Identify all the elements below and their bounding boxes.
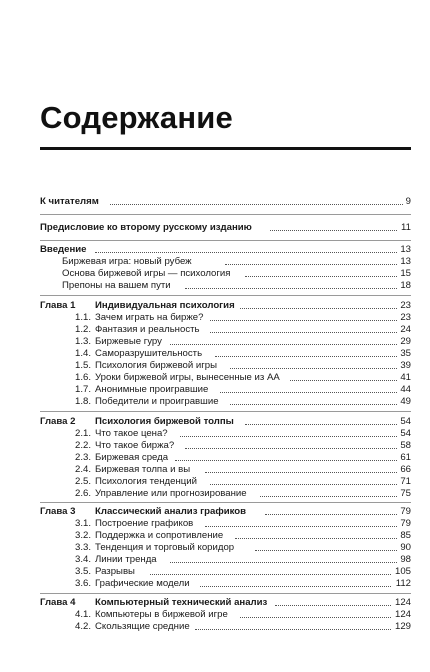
dot-leader (195, 629, 391, 630)
section-title: Биржевые гуру (95, 336, 162, 347)
section-number: 3.3. (75, 542, 92, 553)
section-title: Психология тенденций (95, 476, 197, 487)
section-number: 2.5. (75, 476, 92, 487)
chapter-title: Компьютерный технический анализ (95, 597, 268, 608)
toc-subentry[interactable] (40, 312, 411, 324)
section-title: Зачем играть на бирже? (95, 312, 204, 323)
section-page: 24 (400, 324, 411, 335)
dot-leader (205, 472, 397, 473)
chapter-label: Глава 4 (40, 597, 76, 608)
section-page: 39 (400, 360, 411, 371)
toc-subentry[interactable] (40, 440, 411, 452)
section-number: 3.6. (75, 578, 92, 589)
section-number: 1.8. (75, 396, 92, 407)
toc-subentry[interactable] (40, 384, 411, 396)
divider (40, 502, 411, 503)
section-page: 58 (400, 440, 411, 451)
section-page: 79 (400, 518, 411, 529)
chapter-heading[interactable] (40, 300, 411, 312)
toc-subentry-title: Препоны на вашем пути (62, 280, 171, 291)
dot-leader (225, 264, 397, 265)
section-page: 90 (400, 542, 411, 553)
toc-subentry[interactable] (40, 360, 411, 372)
toc-entry-page: 9 (405, 196, 411, 207)
dot-leader (210, 484, 397, 485)
dot-leader (110, 204, 403, 205)
chapter-heading[interactable] (40, 597, 411, 609)
toc-subentry[interactable] (40, 464, 411, 476)
section-number: 2.1. (75, 428, 92, 439)
section-page: 66 (400, 464, 411, 475)
section-page: 71 (400, 476, 411, 487)
section-title: Саморазрушительность (95, 348, 203, 359)
dot-leader (245, 424, 397, 425)
section-title: Уроки биржевой игры, вынесенные из АА (95, 372, 280, 383)
dot-leader (170, 562, 397, 563)
section-page: 61 (400, 452, 411, 463)
chapter-page: 124 (394, 597, 411, 608)
section-page: 124 (394, 609, 411, 620)
section-number: 1.4. (75, 348, 92, 359)
chapter-title: Индивидуальная психология (95, 300, 235, 311)
section-title: Линии тренда (95, 554, 157, 565)
toc-subentry[interactable] (40, 542, 411, 554)
section-page: 54 (400, 428, 411, 439)
toc-subentry[interactable] (40, 348, 411, 360)
section-number: 3.2. (75, 530, 92, 541)
chapter-label: Глава 2 (40, 416, 76, 427)
page-title: Содержание (40, 100, 233, 135)
dot-leader (180, 436, 397, 437)
toc-subentry-title: Биржевая игра: новый рубеж (62, 256, 192, 267)
section-number: 1.7. (75, 384, 92, 395)
toc-subentry[interactable] (40, 566, 411, 578)
section-page: 41 (400, 372, 411, 383)
section-page: 98 (400, 554, 411, 565)
dot-leader (230, 368, 397, 369)
toc-subentry[interactable] (40, 518, 411, 530)
divider (40, 240, 411, 241)
section-number: 3.5. (75, 566, 92, 577)
toc-subentry-page: 15 (400, 268, 411, 279)
section-number: 2.4. (75, 464, 92, 475)
section-page: 112 (395, 578, 411, 589)
dot-leader (255, 550, 397, 551)
toc-subentry[interactable] (40, 621, 411, 633)
toc-entry[interactable] (40, 196, 411, 208)
dot-leader (290, 380, 397, 381)
section-page: 35 (400, 348, 411, 359)
toc-subentry[interactable] (40, 336, 411, 348)
divider (40, 295, 411, 296)
section-title: Что такое цена? (95, 428, 168, 439)
section-title: Биржевая среда (95, 452, 169, 463)
chapter-page: 23 (400, 300, 411, 311)
section-number: 2.2. (75, 440, 92, 451)
divider (40, 411, 411, 412)
dot-leader (270, 230, 397, 231)
section-page: 49 (400, 396, 411, 407)
toc-subentry[interactable] (40, 488, 411, 500)
toc-subentry-page: 13 (400, 256, 411, 267)
dot-leader (215, 356, 397, 357)
chapter-heading[interactable] (40, 506, 411, 518)
section-number: 2.6. (75, 488, 92, 499)
dot-leader (170, 344, 397, 345)
section-number: 1.2. (75, 324, 92, 335)
chapter-label: Глава 3 (40, 506, 76, 517)
chapter-title: Психология биржевой толпы (95, 416, 234, 427)
section-number: 1.6. (75, 372, 92, 383)
toc-subentry[interactable] (40, 256, 411, 268)
dot-leader (265, 514, 397, 515)
toc-subentry-title: Основа биржевой игры — психология (62, 268, 231, 279)
section-title: Что такое биржа? (95, 440, 175, 451)
dot-leader (185, 448, 397, 449)
section-number: 3.4. (75, 554, 92, 565)
title-rule (40, 147, 411, 150)
dot-leader (220, 392, 397, 393)
section-number: 4.1. (75, 609, 92, 620)
toc-entry-title: Введение (40, 244, 87, 255)
toc-subentry[interactable] (40, 554, 411, 566)
section-title: Компьютеры в биржевой игре (95, 609, 228, 620)
section-title: Победители и проигравшие (95, 396, 219, 407)
toc-entry-page: 11 (401, 222, 411, 233)
section-title: Построение графиков (95, 518, 194, 529)
chapter-title: Классический анализ графиков (95, 506, 247, 517)
dot-leader (230, 404, 397, 405)
dot-leader (175, 460, 397, 461)
chapter-label: Глава 1 (40, 300, 76, 311)
dot-leader (150, 574, 391, 575)
section-title: Графические модели (95, 578, 190, 589)
dot-leader (95, 252, 397, 253)
section-number: 3.1. (75, 518, 92, 529)
section-title: Фантазия и реальность (95, 324, 200, 335)
section-number: 1.3. (75, 336, 92, 347)
dot-leader (240, 308, 397, 309)
section-title: Поддержка и сопротивление (95, 530, 224, 541)
toc-subentry[interactable] (40, 324, 411, 336)
dot-leader (245, 276, 397, 277)
chapter-heading[interactable] (40, 416, 411, 428)
toc-subentry[interactable] (40, 578, 411, 590)
section-title: Психология биржевой игры (95, 360, 218, 371)
toc-subentry[interactable] (40, 476, 411, 488)
section-page: 129 (394, 621, 411, 632)
section-page: 75 (400, 488, 411, 499)
section-title: Биржевая толпа и вы (95, 464, 191, 475)
toc-subentry[interactable] (40, 396, 411, 408)
toc-entry[interactable] (40, 244, 411, 256)
section-number: 2.3. (75, 452, 92, 463)
divider (40, 214, 411, 215)
section-title: Управление или прогнозирование (95, 488, 247, 499)
toc-subentry[interactable] (40, 530, 411, 542)
dot-leader (185, 288, 397, 289)
section-number: 4.2. (75, 621, 92, 632)
dot-leader (260, 496, 397, 497)
chapter-page: 54 (400, 416, 411, 427)
toc-entry-page: 13 (400, 244, 411, 255)
dot-leader (240, 617, 391, 618)
section-page: 29 (400, 336, 411, 347)
toc-subentry[interactable] (40, 372, 411, 384)
section-page: 85 (400, 530, 411, 541)
dot-leader (210, 320, 397, 321)
section-title: Разрывы (95, 566, 135, 577)
toc-subentry[interactable] (40, 428, 411, 440)
dot-leader (275, 605, 391, 606)
toc-subentry-page: 18 (400, 280, 411, 291)
section-page: 105 (394, 566, 411, 577)
toc-subentry[interactable] (40, 452, 411, 464)
dot-leader (205, 526, 397, 527)
toc-entry[interactable] (40, 222, 411, 234)
toc-entry-title: К читателям (40, 196, 99, 207)
section-page: 23 (400, 312, 411, 323)
dot-leader (200, 586, 391, 587)
section-title: Тенденция и торговый коридор (95, 542, 235, 553)
section-title: Скользящие средние (95, 621, 190, 632)
section-number: 1.5. (75, 360, 92, 371)
section-page: 44 (400, 384, 411, 395)
dot-leader (235, 538, 397, 539)
toc-subentry[interactable] (40, 609, 411, 621)
dot-leader (210, 332, 397, 333)
divider (40, 593, 411, 594)
chapter-page: 79 (400, 506, 411, 517)
section-number: 1.1. (75, 312, 92, 323)
toc-entry-title: Предисловие ко второму русскому изданию (40, 222, 252, 233)
toc-subentry[interactable] (40, 280, 411, 292)
toc-subentry[interactable] (40, 268, 411, 280)
section-title: Анонимные проигравшие (95, 384, 209, 395)
